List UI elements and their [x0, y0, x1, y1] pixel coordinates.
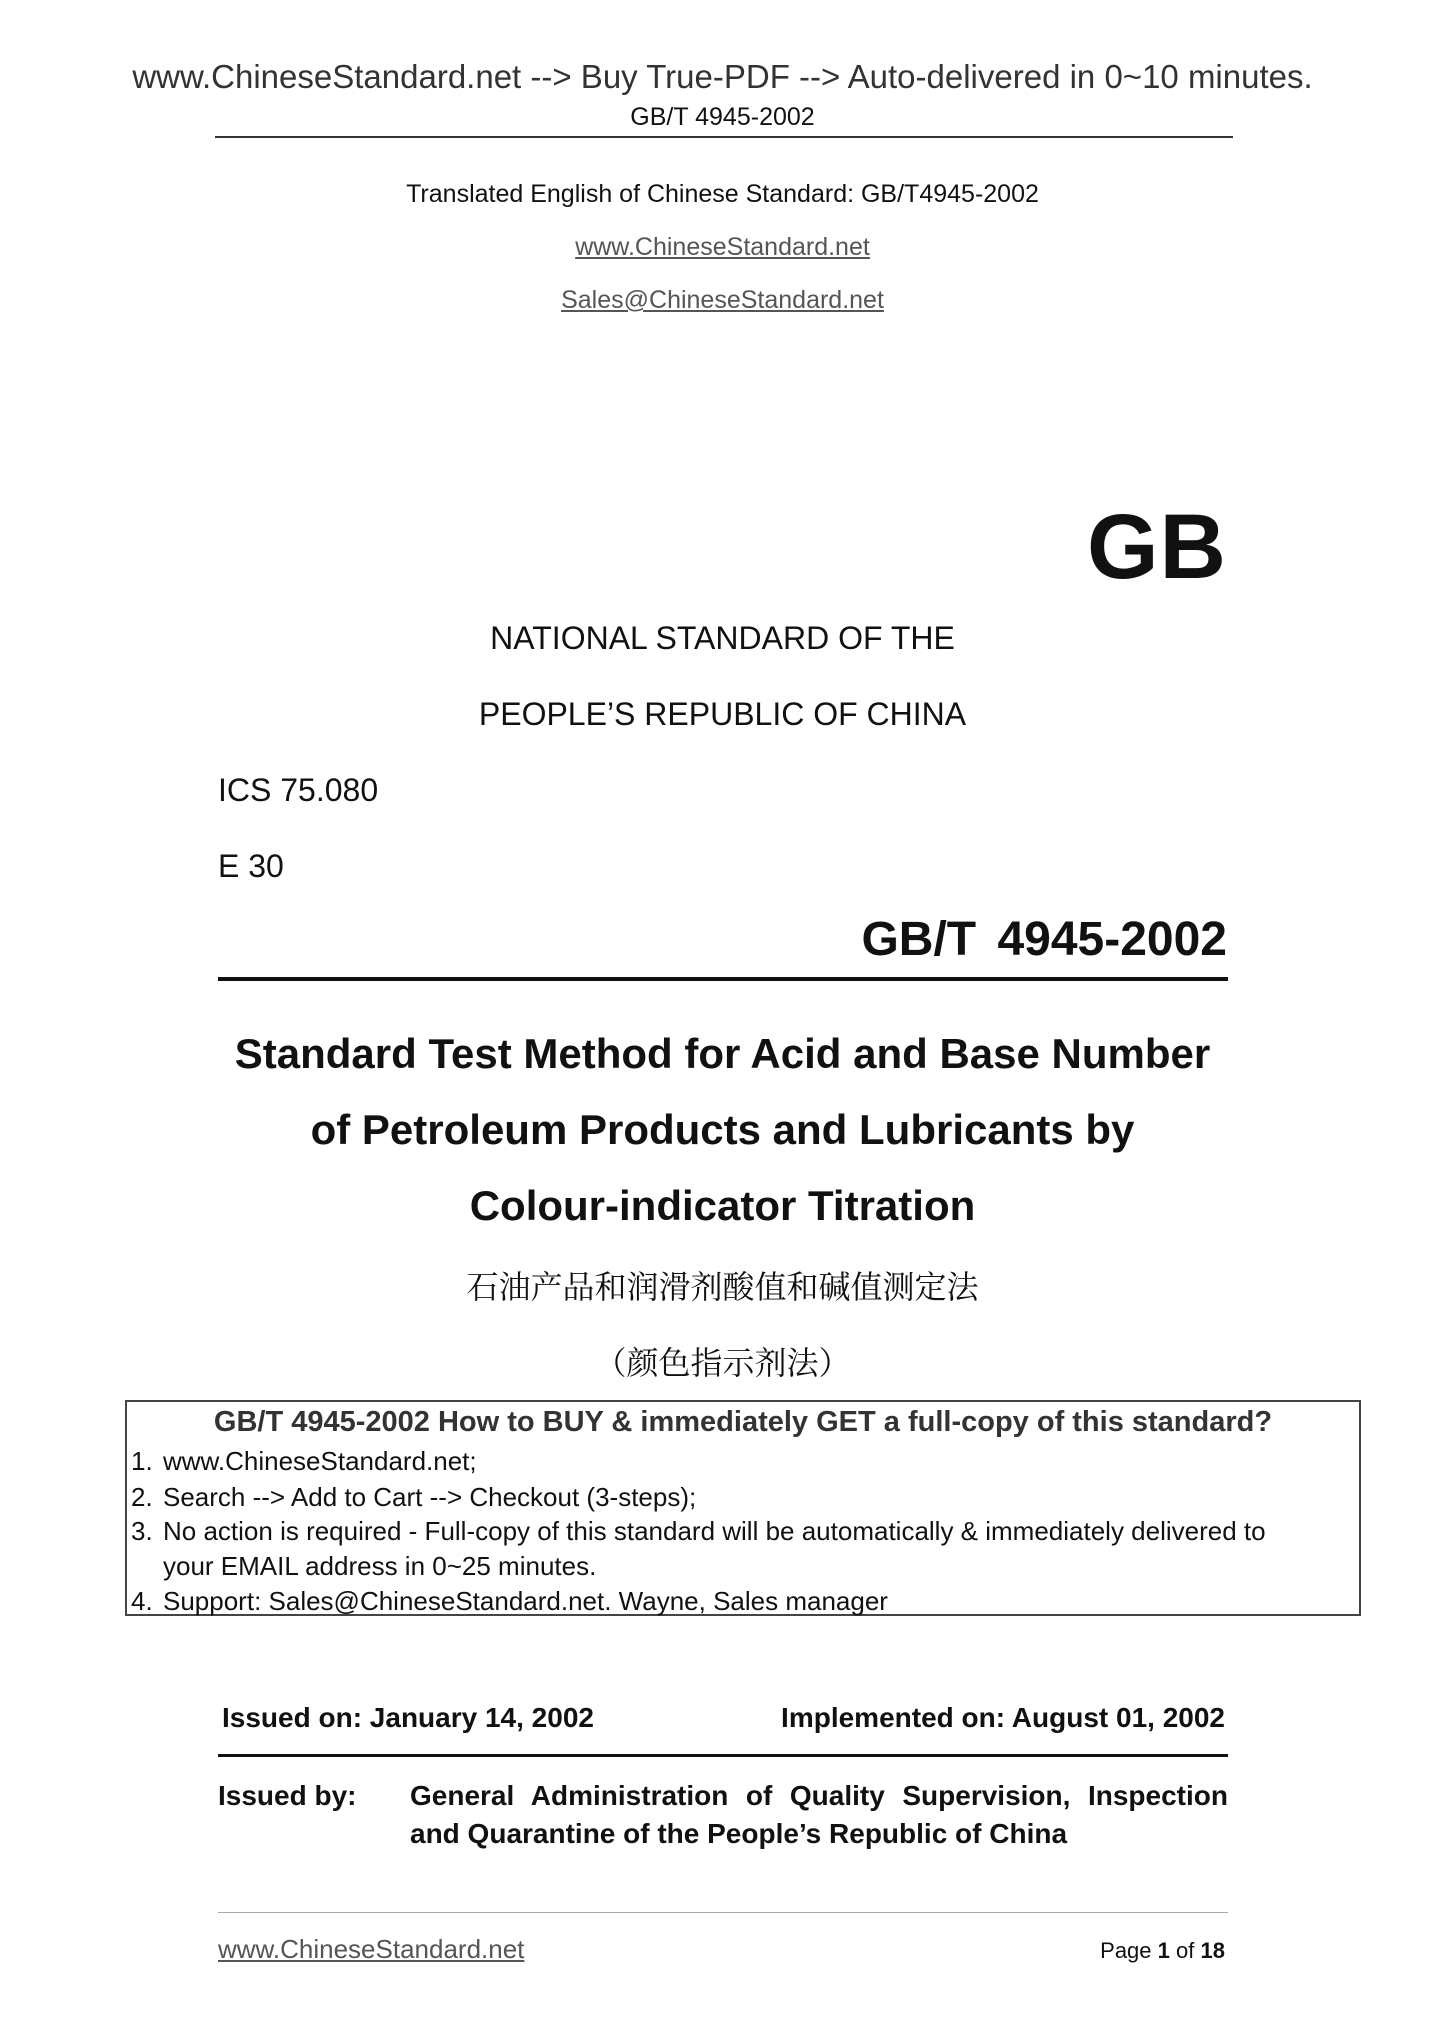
national-standard-line1: NATIONAL STANDARD OF THE: [490, 620, 955, 656]
step-text: your EMAIL address in 0~25 minutes.: [163, 1551, 597, 1581]
page-prefix: Page: [1100, 1938, 1152, 1963]
page-current: 1: [1157, 1938, 1170, 1963]
buy-step-2: [131, 1482, 696, 1513]
issuing-authority-line2: and Quarantine of the People’s Republic of China: [410, 1818, 1068, 1849]
step-text: Search --> Add to Cart --> Checkout (3-steps);: [163, 1482, 697, 1512]
site-link[interactable]: [0, 233, 1445, 262]
issuing-authority-line1: General Administration of Quality Supervision, Inspection: [410, 1780, 1228, 1811]
title-chinese-line1: 石油产品和润滑剂酸值和碱值测定法: [466, 1269, 979, 1305]
ccs-code: E 30: [218, 848, 284, 884]
issued-on-date: Issued on: January 14, 2002: [222, 1702, 594, 1733]
implemented-on-date: Implemented on: August 01, 2002: [781, 1702, 1225, 1733]
step-number: 1.: [131, 1446, 153, 1476]
header-standard-code: GB/T 4945-2002: [630, 103, 815, 131]
national-standard-line2: PEOPLE’S REPUBLIC OF CHINA: [478, 696, 967, 732]
step-text: Support: Sales@ChineseStandard.net. Wayne, Sales manager: [163, 1586, 888, 1616]
step-number: 2.: [131, 1482, 153, 1512]
title-english-line2: of Petroleum Products and Lubricants by: [310, 1106, 1135, 1153]
step-number: 3.: [131, 1516, 153, 1546]
buy-step-3-continued: [163, 1551, 596, 1582]
buy-step-3: [131, 1516, 1266, 1547]
page-sep: of: [1176, 1938, 1195, 1963]
step-text: www.ChineseStandard.net;: [163, 1446, 477, 1476]
buy-instructions-box: [125, 1400, 1361, 1616]
buy-box-heading: GB/T 4945-2002 How to BUY & immediately GET a full-copy of this standard?: [213, 1406, 1273, 1438]
sales-email-text[interactable]: Sales@ChineseStandard.net: [561, 286, 884, 314]
sales-email-link[interactable]: [0, 286, 1445, 315]
title-chinese-line2: （颜色指示剂法）: [594, 1345, 851, 1381]
top-banner: www.ChineseStandard.net --> Buy True-PDF --> Auto-delivered in 0~10 minutes.: [132, 58, 1313, 95]
standard-number: GB/T 4945-2002: [861, 913, 1227, 966]
page-indicator: [1100, 1938, 1225, 1964]
title-english-line1: Standard Test Method for Acid and Base Number: [234, 1030, 1211, 1077]
step-number: 4.: [131, 1586, 153, 1616]
footer-site-link[interactable]: www.ChineseStandard.net: [218, 1934, 525, 1964]
footer-divider: [218, 1912, 1228, 1913]
buy-step-1: [131, 1446, 477, 1477]
translated-line: Translated English of Chinese Standard: GB/T4945-2002: [406, 180, 1039, 208]
title-english-line3: Colour-indicator Titration: [469, 1182, 976, 1229]
issued-by-label: Issued by:: [218, 1780, 357, 1811]
page-total: 18: [1200, 1938, 1225, 1963]
step-text: No action is required - Full-copy of this standard will be automatically & immediately delivered to: [163, 1516, 1266, 1546]
title-divider: [218, 977, 1228, 981]
buy-step-4: [131, 1586, 888, 1617]
site-link-text[interactable]: www.ChineseStandard.net: [575, 233, 870, 261]
header-divider: [215, 136, 1233, 138]
issue-divider: [218, 1754, 1228, 1757]
gb-logo: GB: [1087, 496, 1227, 598]
ics-code: ICS 75.080: [218, 772, 379, 808]
